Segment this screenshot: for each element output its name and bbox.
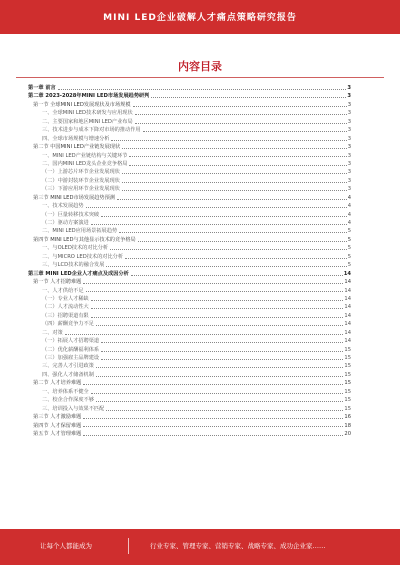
toc-entry-label: 第五节 人才管理难题 <box>33 430 82 437</box>
toc-entry-page: 3 <box>347 135 351 142</box>
footer-slogan: 让每个人都能成为 <box>40 542 92 550</box>
toc-leader-dots <box>83 413 343 419</box>
toc-entry-label: 一、MINI LED产业链结构与关键环节 <box>42 152 128 159</box>
toc-entry-label: （三）招聘渠道有限 <box>42 312 89 319</box>
toc-entry-label: 二、对策 <box>42 329 63 336</box>
table-of-contents <box>28 84 351 438</box>
toc-entry[interactable] <box>28 84 351 92</box>
toc-leader-dots <box>122 143 347 149</box>
toc-entry[interactable] <box>28 152 351 160</box>
toc-entry-page: 3 <box>347 110 351 117</box>
toc-entry-page: 15 <box>344 346 351 353</box>
toc-entry-page: 14 <box>344 304 351 311</box>
toc-entry[interactable] <box>28 270 351 278</box>
toc-divider <box>16 77 384 78</box>
toc-entry[interactable] <box>28 346 351 354</box>
toc-entry-page: 14 <box>344 312 351 319</box>
toc-entry[interactable] <box>28 92 351 100</box>
toc-heading: 内容目录 <box>178 60 222 73</box>
toc-entry-page: 4 <box>347 203 351 210</box>
toc-entry-label: （一）专业人才稀缺 <box>42 295 89 302</box>
toc-entry-page: 16 <box>344 414 351 421</box>
toc-entry-label: （一）上游芯片环节企业发展现状 <box>42 169 120 176</box>
toc-entry[interactable] <box>28 202 351 210</box>
toc-entry[interactable] <box>28 109 351 117</box>
toc-entry[interactable] <box>28 135 351 143</box>
toc-leader-dots <box>91 295 344 301</box>
toc-entry-page: 14 <box>344 329 351 336</box>
toc-leader-dots <box>101 354 343 360</box>
toc-entry-page: 18 <box>344 422 351 429</box>
toc-entry[interactable] <box>28 422 351 430</box>
toc-entry-page: 4 <box>347 194 351 201</box>
toc-leader-dots <box>111 135 346 141</box>
toc-entry-page: 3 <box>347 160 351 167</box>
toc-entry[interactable] <box>28 211 351 219</box>
toc-leader-dots <box>83 422 343 428</box>
toc-entry-label: （一）巨量转移技术突破 <box>42 211 100 218</box>
toc-leader-dots <box>135 109 347 115</box>
toc-entry-label: （二）优化薪酬福利体系 <box>42 346 100 353</box>
report-title: MINI LED企业破解人才痛点策略研究报告 <box>103 13 297 23</box>
toc-entry-page: 15 <box>344 397 351 404</box>
toc-entry-label: （二）中游封装环节企业发展现状 <box>42 177 120 184</box>
toc-entry-page: 5 <box>347 236 351 243</box>
toc-leader-dots <box>96 362 344 368</box>
toc-entry-label: 第一节 全球MINI LED发展现状及市场规模 <box>33 101 131 108</box>
toc-leader-dots <box>143 126 347 132</box>
toc-entry-page: 15 <box>344 355 351 361</box>
toc-leader-dots <box>91 303 344 309</box>
toc-entry-page: 3 <box>347 144 351 151</box>
toc-leader-dots <box>110 244 347 250</box>
toc-entry-label: 四、强化人才储备机制 <box>42 371 94 378</box>
toc-entry[interactable] <box>28 236 351 244</box>
toc-entry-label: 第三节 人才激励难题 <box>33 414 82 421</box>
toc-entry-page: 3 <box>347 85 351 91</box>
toc-entry[interactable] <box>28 185 351 193</box>
toc-leader-dots <box>138 236 347 242</box>
toc-entry-label: 三、与LCD技术的融合发展 <box>42 262 105 269</box>
toc-entry-page: 3 <box>347 152 351 159</box>
toc-entry-page: 15 <box>344 363 351 370</box>
toc-entry-label: 三、培训投入与效果不匹配 <box>42 405 105 412</box>
toc-leader-dots <box>96 396 344 402</box>
toc-entry-label: 第四节 MINI LED与其他显示技术的竞争格局 <box>33 236 136 243</box>
toc-leader-dots <box>86 202 347 208</box>
toc-entry-label: 一、培养体系不健全 <box>42 388 89 395</box>
toc-entry-page: 5 <box>347 253 351 260</box>
toc-entry-label: 第四节 人才保留难题 <box>33 422 82 429</box>
toc-entry[interactable] <box>28 320 351 328</box>
page-footer <box>0 529 400 565</box>
toc-entry-label: 一、全球MINI LED技术研发与应用现状 <box>42 110 133 117</box>
toc-leader-dots <box>101 211 347 217</box>
footer-tagline: 行业专家、管理专家、营销专家、战略专家、成功企业家…… <box>150 542 326 550</box>
toc-leader-dots <box>106 405 343 411</box>
toc-entry[interactable] <box>28 177 351 185</box>
toc-leader-dots <box>83 430 343 436</box>
toc-entry-label: 第三节 MINI LED市场发展趋势预测 <box>33 194 115 201</box>
toc-entry-page: 3 <box>347 93 351 100</box>
toc-entry[interactable] <box>28 287 351 295</box>
toc-entry[interactable] <box>28 430 351 438</box>
toc-entry-page: 3 <box>347 118 351 125</box>
toc-entry-label: （二）人才流动性大 <box>42 304 89 311</box>
toc-entry[interactable] <box>28 303 351 311</box>
toc-entry[interactable] <box>28 312 351 320</box>
toc-entry[interactable] <box>28 118 351 126</box>
toc-entry-page: 15 <box>344 388 351 395</box>
toc-entry-label: 第二章 2023-2028年MINI LED市场发展趋势研判 <box>28 93 150 100</box>
toc-leader-dots <box>96 371 344 377</box>
toc-entry[interactable] <box>28 329 351 337</box>
toc-leader-dots <box>106 261 346 267</box>
toc-leader-dots <box>65 329 344 335</box>
toc-entry[interactable] <box>28 244 351 252</box>
toc-leader-dots <box>129 160 346 166</box>
toc-entry-label: 第一节 人才招聘难题 <box>33 279 82 286</box>
toc-entry-page: 14 <box>343 270 351 277</box>
toc-entry-label: （一）拓展人才招聘渠道 <box>42 338 100 345</box>
toc-entry-label: 四、全球市场规模与增速分析 <box>42 135 110 142</box>
toc-leader-dots <box>135 118 347 124</box>
toc-entry[interactable] <box>28 160 351 168</box>
toc-entry-label: 二、主要国家和地区MINI LED产业布局 <box>42 118 133 125</box>
toc-entry-page: 3 <box>347 127 351 134</box>
toc-entry[interactable] <box>28 295 351 303</box>
toc-entry[interactable] <box>28 168 351 176</box>
toc-leader-dots <box>101 346 343 352</box>
toc-entry-page: 5 <box>347 245 351 252</box>
toc-leader-dots <box>119 227 347 233</box>
toc-entry-label: 第三章 MINI LED企业人才痛点及成因分析 <box>28 270 129 277</box>
toc-entry[interactable] <box>28 219 351 227</box>
toc-leader-dots <box>91 219 347 225</box>
toc-entry[interactable] <box>28 227 351 235</box>
toc-entry-page: 14 <box>344 321 351 328</box>
toc-entry-label: 一、技术发展趋势 <box>42 203 84 210</box>
toc-leader-dots <box>91 312 344 318</box>
toc-entry-page: 20 <box>344 430 351 437</box>
toc-entry-page: 14 <box>344 338 351 345</box>
page-header <box>0 0 400 34</box>
toc-entry[interactable] <box>28 261 351 269</box>
toc-entry[interactable] <box>28 194 351 202</box>
toc-leader-dots <box>151 92 346 98</box>
toc-entry[interactable] <box>28 379 351 387</box>
toc-leader-dots <box>122 177 347 183</box>
toc-leader-dots <box>129 152 346 158</box>
toc-leader-dots <box>83 278 343 284</box>
footer-divider <box>128 538 129 554</box>
toc-leader-dots <box>117 194 347 200</box>
toc-entry-label: 二、校企合作深度不够 <box>42 397 94 404</box>
toc-entry[interactable] <box>28 101 351 109</box>
toc-entry[interactable] <box>28 337 351 345</box>
toc-entry[interactable] <box>28 413 351 421</box>
toc-entry-label: （二）驱动方案演进 <box>42 220 89 226</box>
toc-entry-label: （三）下游应用环节企业发展现状 <box>42 186 120 193</box>
toc-entry-label: （三）加强雇主品牌建设 <box>42 355 100 361</box>
toc-entry-label: 一、人才供给不足 <box>42 287 84 294</box>
toc-entry-page: 3 <box>347 177 351 184</box>
toc-entry-page: 14 <box>344 295 351 302</box>
toc-entry-label: 三、完善人才引进政策 <box>42 363 94 370</box>
toc-entry-page: 15 <box>344 405 351 412</box>
toc-entry-label: 第二节 人才培养难题 <box>33 380 82 387</box>
toc-entry-page: 5 <box>347 228 351 235</box>
toc-entry-page: 14 <box>344 279 351 286</box>
toc-entry-page: 15 <box>344 371 351 378</box>
toc-leader-dots <box>122 168 347 174</box>
toc-leader-dots <box>96 320 344 326</box>
toc-entry[interactable] <box>28 126 351 134</box>
toc-leader-dots <box>91 388 344 394</box>
toc-entry-page: 3 <box>347 169 351 176</box>
toc-entry-page: 3 <box>347 186 351 193</box>
toc-entry-page: 15 <box>344 380 351 387</box>
toc-entry[interactable] <box>28 388 351 396</box>
toc-entry[interactable] <box>28 143 351 151</box>
toc-leader-dots <box>83 379 343 385</box>
toc-entry-label: 二、与MICRO LED技术的对比分析 <box>42 253 124 260</box>
toc-entry[interactable] <box>28 253 351 261</box>
toc-entry-label: 第一章 前言 <box>28 85 56 91</box>
toc-leader-dots <box>101 337 343 343</box>
toc-entry[interactable] <box>28 278 351 286</box>
toc-leader-dots <box>133 101 347 107</box>
toc-entry-page: 4 <box>347 220 351 226</box>
toc-entry-page: 4 <box>347 211 351 218</box>
toc-leader-dots <box>122 185 347 191</box>
toc-entry-label: 一、与OLED技术的对比分析 <box>42 245 109 252</box>
toc-entry-page: 3 <box>347 101 351 108</box>
toc-entry-label: 二、MINI LED应用场景拓展趋势 <box>42 228 118 235</box>
toc-entry-label: （四）薪酬竞争力不足 <box>42 321 94 328</box>
toc-leader-dots <box>58 84 347 90</box>
toc-leader-dots <box>125 253 347 259</box>
toc-entry-label: 第二节 中国MINI LED产业链发展现状 <box>33 144 121 151</box>
toc-entry-page: 5 <box>347 262 351 269</box>
toc-entry[interactable] <box>28 396 351 404</box>
toc-leader-dots <box>131 270 343 276</box>
toc-entry[interactable] <box>28 371 351 379</box>
toc-entry[interactable] <box>28 362 351 370</box>
toc-entry[interactable] <box>28 405 351 413</box>
toc-entry-label: 三、技术进步与成本下降对市场的推动作用 <box>42 127 141 134</box>
toc-entry-page: 14 <box>344 287 351 294</box>
toc-leader-dots <box>86 287 344 293</box>
toc-entry-label: 二、国内MINI LED龙头企业竞争格局 <box>42 160 128 167</box>
toc-entry[interactable] <box>28 354 351 362</box>
